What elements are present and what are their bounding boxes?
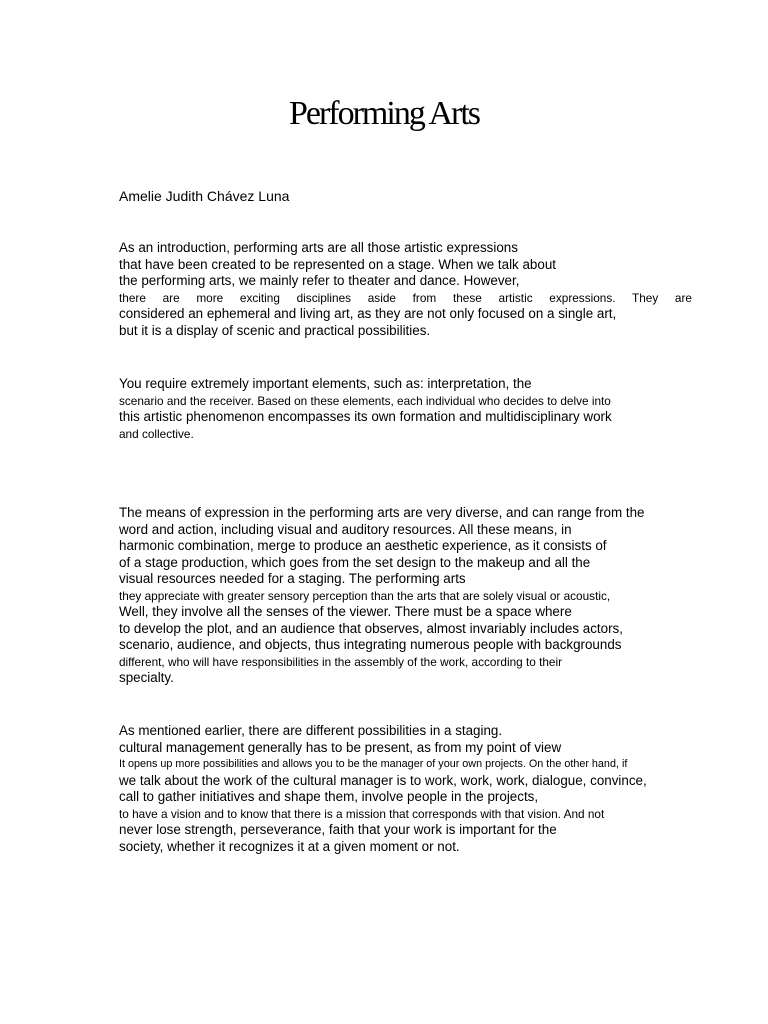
paragraph-line: never lose strength, perseverance, faith that your work is important for the [119,822,557,837]
paragraph-line: society, whether it recognizes it at a given moment or not. [119,838,460,854]
paragraph-line: this artistic phenomenon encompasses its own formation and multidisciplinary work [119,409,612,424]
paragraph-line: they appreciate with greater sensory perception than the arts that are solely visual or acoustic, [119,588,611,603]
paragraph-line: word and action, including visual and auditory resources. All these means, in [119,521,572,537]
paragraph-line: and collective. [119,426,194,441]
paragraph-line: Well, they involve all the senses of the viewer. There must be a space where [119,604,572,619]
paragraph-elements [119,376,692,442]
paragraph-line: harmonic combination, merge to produce an aesthetic experience, as it consists of [119,538,607,553]
paragraph-line: call to gather initiatives and shape them, involve people in the projects, [119,789,539,804]
paragraph-cultural-management [119,723,692,855]
paragraph-line: considered an ephemeral and living art, as they are not only focused on a single art, [119,306,617,321]
paragraph-means-of-expression [119,505,692,687]
paragraph-line: to develop the plot, and an audience that observes, almost invariably includes actors, [119,620,623,636]
paragraph-line: the performing arts, we mainly refer to theater and dance. However, [119,273,520,288]
paragraph-line: cultural management generally has to be present, as from my point of view [119,739,562,755]
paragraph-line: to have a vision and to know that there is a mission that corresponds with that vision. And not [119,806,605,821]
paragraph-line: scenario, audience, and objects, thus integrating numerous people with backgrounds [119,637,622,652]
paragraph-line: You require extremely important elements, such as: interpretation, the [119,376,532,391]
paragraph-line: specialty. [119,670,174,685]
paragraph-line: we talk about the work of the cultural manager is to work, work, work, dialogue, convince, [119,772,647,788]
paragraph-line: It opens up more possibilities and allows you to be the manager of your own projects. On the other hand, if [119,758,628,770]
paragraph-line: The means of expression in the performing arts are very diverse, and can range from the [119,505,645,520]
paragraph-line: that have been created to be represented on a stage. When we talk about [119,256,556,272]
paragraph-line: scenario and the receiver. Based on these elements, each individual who decides to delve into [119,393,611,408]
paragraph-line: visual resources needed for a staging. The performing arts [119,571,466,586]
document-title: Performing Arts [288,95,480,132]
paragraph-line: but it is a display of scenic and practical possibilities. [119,322,431,338]
paragraph-introduction [119,240,692,339]
paragraph-line: of a stage production, which goes from the set design to the makeup and all the [119,554,591,570]
author-name: Amelie Judith Chávez Luna [119,188,290,204]
paragraph-line: As mentioned earlier, there are different possibilities in a staging. [119,723,503,738]
paragraph-line: there are more exciting disciplines aside from these artistic expressions. They are [119,290,692,305]
paragraph-line: As an introduction, performing arts are all those artistic expressions [119,240,518,255]
paragraph-line: different, who will have responsibilities in the assembly of the work, according to their [119,654,563,669]
